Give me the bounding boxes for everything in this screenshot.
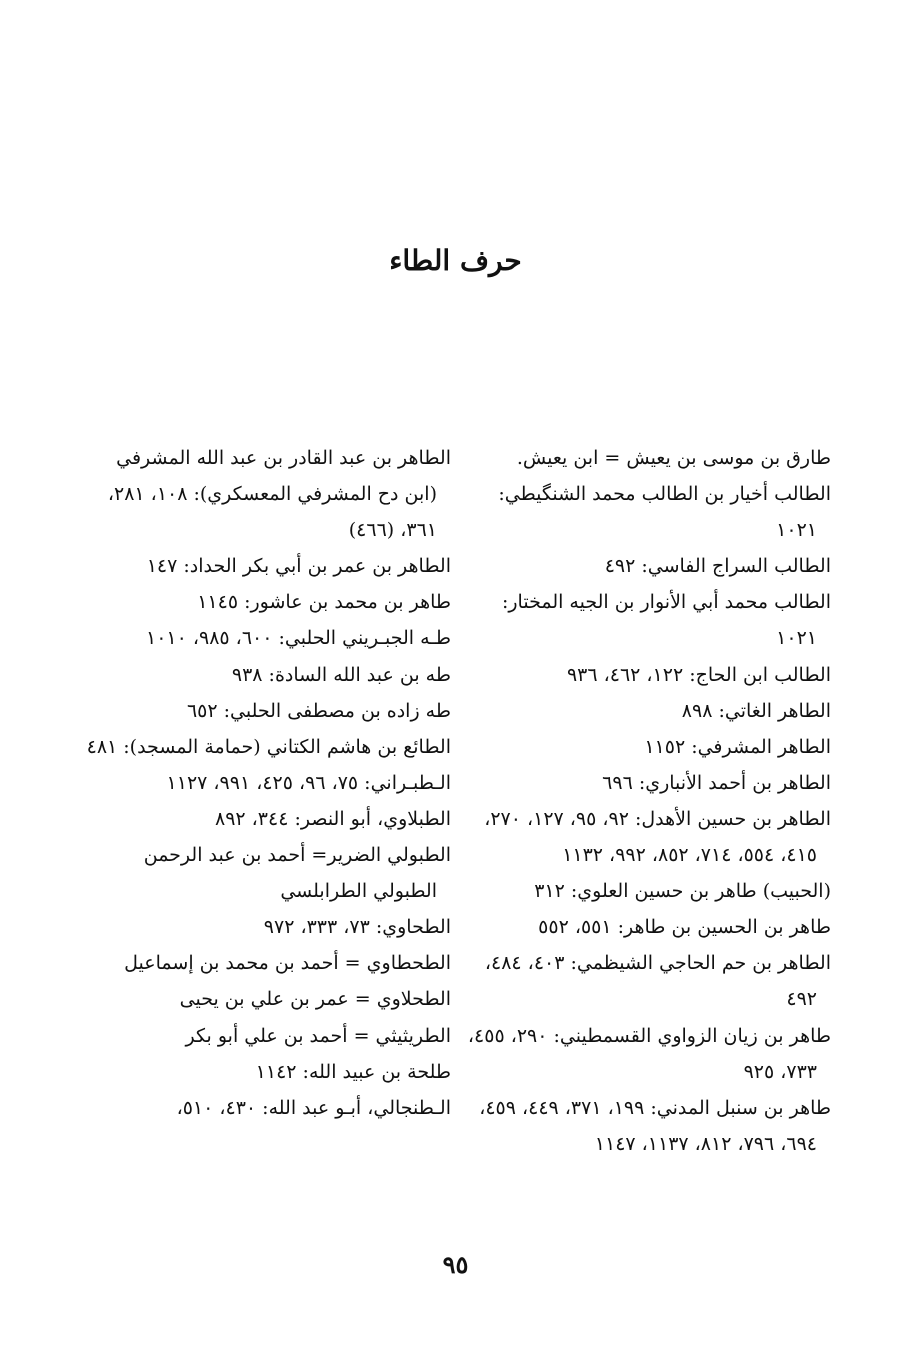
index-entry: الطبولي الضرير= أحمد بن عبد الرحمن الطبولي الطرابلسي	[143, 844, 451, 903]
index-entry: (الحبيب) طاهر بن حسين العلوي: ٣١٢	[534, 880, 831, 903]
index-entry: الطالب أخيار بن الطالب محمد الشنگيطي: ١٠٢١	[498, 483, 831, 542]
index-entry: الطاهر بن حم الحاجي الشيظمي: ٤٠٣، ٤٨٤، ٤٩٢	[484, 952, 831, 1011]
index-entry: الطاهر بن عمر بن أبي بكر الحداد: ١٤٧	[146, 555, 451, 578]
index-entry: طلحة بن عبيد الله: ١١٤٢	[255, 1060, 451, 1083]
index-entry: الطاهر بن أحمد الأنباري: ٦٩٦	[602, 771, 831, 794]
index-entry: الطحطاوي = أحمد بن محمد بن إسماعيل	[124, 952, 451, 975]
index-column-right	[461, 440, 831, 1162]
index-entry: طه زاده بن مصطفى الحلبي: ٦٥٢	[186, 699, 451, 722]
index-entry: الطاهر الغاتي: ٨٩٨	[681, 699, 831, 722]
index-entry: طاهر بن زيان الزواوي القسمطيني: ٢٩٠، ٤٥٥، ٧٣٣، ٩٢٥	[467, 1024, 831, 1083]
index-entry: الطريثيثي = أحمد بن علي أبو بكر	[185, 1024, 451, 1047]
index-entry: طـه الجبـريني الحلبي: ٦٠٠، ٩٨٥، ١٠١٠	[146, 627, 451, 650]
index-entry: الطاهر بن عبد القادر بن عبد الله المشرفي (ابن دح المشرفي المعسكري): ١٠٨، ٢٨١، ٣٦١، (٤٦٦)	[107, 447, 451, 542]
index-entry: طه بن عبد الله السادة: ٩٣٨	[231, 663, 451, 686]
index-entry: الطاهر بن حسين الأهدل: ٩٢، ٩٥، ١٢٧، ٢٧٠، ٤١٥، ٥٥٤، ٧١٤، ٨٥٢، ٩٩٢، ١١٣٢	[484, 807, 831, 867]
index-entry: الطالب السراج الفاسي: ٤٩٢	[604, 555, 831, 578]
index-entry: طاهر بن الحسين بن طاهر: ٥٥١، ٥٥٢	[538, 916, 831, 939]
index-entry: الطحاوي: ٧٣، ٣٣٣، ٩٧٢	[263, 916, 451, 939]
index-entry: طارق بن موسى بن يعيش = ابن يعيش.	[516, 447, 831, 469]
index-entry: الـطنجالي، أبـو عبد الله: ٤٣٠، ٥١٠،	[176, 1096, 451, 1119]
index-entry: الـطبـراني: ٧٥، ٩٦، ٤٢٥، ٩٩١، ١١٢٧	[166, 771, 451, 794]
index-entry: طاهر بن محمد بن عاشور: ١١٤٥	[197, 591, 451, 614]
index-entry: الطبلاوي، أبو النصر: ٣٤٤، ٨٩٢	[215, 807, 451, 830]
index-entry: الطائع بن هاشم الكتاني (حمامة المسجد): ٤٨١	[86, 735, 451, 758]
page-number: ٩٥	[442, 1250, 469, 1279]
index-entry: الطالب محمد أبي الأنوار بن الجيه المختار: ١٠٢١	[501, 591, 831, 650]
index-entry: الطاهر المشرفي: ١١٥٢	[644, 735, 831, 758]
index-column-left	[81, 440, 451, 1126]
index-entry: الطالب ابن الحاج: ١٢٢، ٤٦٢، ٩٣٦	[566, 663, 831, 686]
section-heading: حرف الطاء	[389, 244, 522, 277]
index-entry: الطحلاوي = عمر بن علي بن يحيى	[179, 988, 451, 1011]
index-entry: طاهر بن سنبل المدني: ١٩٩، ٣٧١، ٤٤٩، ٤٥٩، ٦٩٤، ٧٩٦، ٨١٢، ١١٣٧، ١١٤٧	[479, 1096, 831, 1155]
